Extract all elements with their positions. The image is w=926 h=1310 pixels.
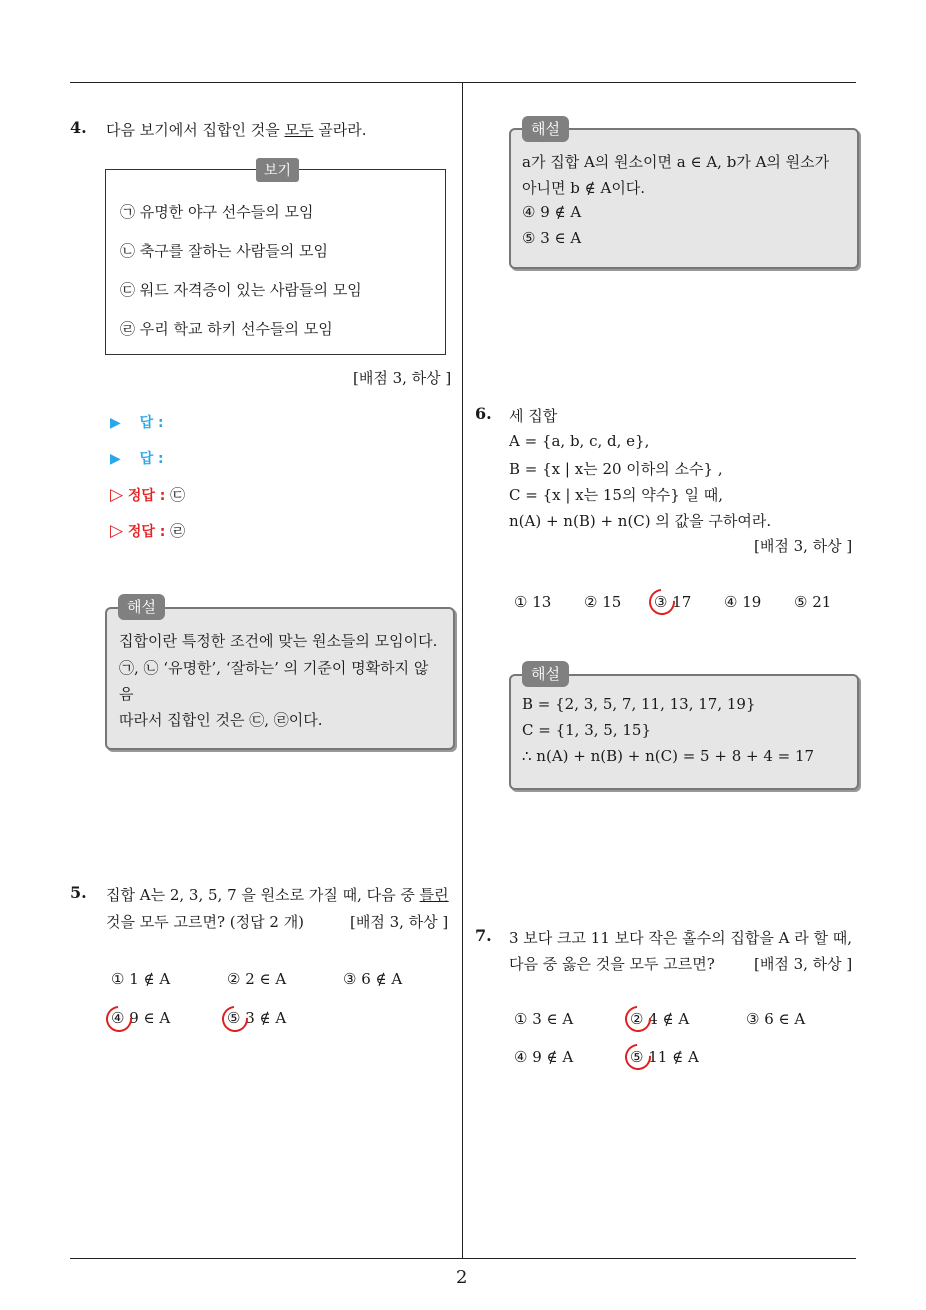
q5-number: 5. [70, 883, 87, 902]
q6-explanation-line-3: ∴ n(A) + n(B) + n(C) = 5 + 8 + 4 = 17 [522, 747, 815, 765]
q6-explanation-label: 해설 [522, 661, 569, 687]
q4-explanation-line-1: 집합이란 특정한 조건에 맞는 원소들의 모임이다. [119, 632, 438, 650]
q6-score: [배점 3, 하상 ] [754, 537, 853, 555]
q5-choice-3[interactable]: ③ 6 ∉ A [343, 970, 403, 988]
q4-explanation-line-4: 따라서 집합인 것은 ㉢, ㉣이다. [119, 711, 323, 729]
triangle-outline-icon: ▷ [110, 521, 124, 541]
q4-bogi-label: 보기 [256, 158, 299, 182]
q4-item-4: ㉣ 우리 학교 하키 선수들의 모임 [120, 320, 333, 338]
q4-item-1: ㉠ 유명한 야구 선수들의 모임 [120, 203, 314, 221]
side-explanation-box [509, 128, 859, 269]
q6-choice-3[interactable]: ③ 17 [654, 593, 692, 611]
page-number: 2 [456, 1267, 468, 1288]
q7-choice-5[interactable]: ⑤ 11 ∉ A [630, 1048, 699, 1066]
answer-mark-circle [620, 1039, 657, 1076]
q5-choice-1[interactable]: ① 1 ∉ A [111, 970, 171, 988]
side-explanation-line-2: 아니면 b ∉ A이다. [522, 179, 646, 197]
q5-prompt-line-1: 집합 A는 2, 3, 5, 7 을 원소로 가질 때, 다음 중 틀린 [106, 886, 449, 904]
q6-line-1: 세 집합 [509, 407, 558, 425]
answer-mark-circle [644, 584, 681, 621]
q4-item-3: ㉢ 워드 자격증이 있는 사람들의 모임 [120, 281, 362, 299]
q7-choice-2[interactable]: ② 4 ∉ A [630, 1010, 690, 1028]
answer-mark-circle [620, 1001, 657, 1038]
q4-item-2: ㉡ 축구를 잘하는 사람들의 모임 [120, 242, 328, 260]
q7-score: [배점 3, 하상 ] [754, 955, 853, 973]
triangle-outline-icon: ▷ [110, 485, 124, 505]
q4-correct-1: ▷ 정답 : ㉢ [110, 485, 186, 505]
q4-explanation-line-2: ㉠, ㉡ ‘유명한’, ‘잘하는’ 의 기준이 명확하지 않 [119, 659, 429, 677]
q6-line-5: n(A) + n(B) + n(C) 의 값을 구하여라. [509, 512, 772, 530]
q4-prompt: 다음 보기에서 집합인 것을 모두 골라라. [106, 121, 367, 139]
q7-choice-1[interactable]: ① 3 ∈ A [514, 1010, 574, 1028]
q6-explanation-line-1: B = {2, 3, 5, 7, 11, 13, 17, 19} [522, 695, 756, 713]
q4-answer-1[interactable]: ▶ 답 : [110, 415, 164, 431]
q4-explanation-line-3: 음 [119, 685, 134, 703]
column-divider [462, 83, 463, 1259]
q5-score: [배점 3, 하상 ] [350, 913, 449, 931]
q7-choice-3[interactable]: ③ 6 ∈ A [746, 1010, 806, 1028]
q5-choice-4[interactable]: ④ 9 ∈ A [111, 1009, 171, 1027]
play-icon: ▶ [110, 451, 121, 467]
q6-line-3: B = {x | x는 20 이하의 소수} , [509, 460, 723, 478]
q5-choice-5[interactable]: ⑤ 3 ∉ A [227, 1009, 287, 1027]
q6-line-2: A = {a, b, c, d, e}, [509, 432, 650, 450]
q4-number: 4. [70, 118, 87, 137]
side-explanation-label: 해설 [522, 116, 569, 142]
q4-answer-2[interactable]: ▶ 답 : [110, 451, 164, 467]
q6-choice-5[interactable]: ⑤ 21 [794, 593, 832, 611]
q6-choice-4[interactable]: ④ 19 [724, 593, 762, 611]
play-icon: ▶ [110, 415, 121, 431]
q6-choice-2[interactable]: ② 15 [584, 593, 622, 611]
top-rule [70, 82, 856, 83]
q7-choice-4[interactable]: ④ 9 ∉ A [514, 1048, 574, 1066]
q5-prompt-line-2: 것을 모두 고르면? (정답 2 개) [106, 913, 305, 931]
q6-line-4: C = {x | x는 15의 약수} 일 때, [509, 486, 724, 504]
q6-number: 6. [475, 404, 492, 423]
side-explanation-line-3: ④ 9 ∉ A [522, 203, 582, 221]
q5-choice-2[interactable]: ② 2 ∈ A [227, 970, 287, 988]
q4-explanation-label: 해설 [118, 594, 165, 620]
q4-correct-2: ▷ 정답 : ㉣ [110, 521, 186, 541]
q4-score: [배점 3, 하상 ] [353, 369, 452, 387]
q7-prompt-line-1: 3 보다 크고 11 보다 작은 홀수의 집합을 A 라 할 때, [509, 929, 853, 947]
q7-prompt-line-2: 다음 중 옳은 것을 모두 고르면? [509, 955, 715, 973]
answer-mark-circle [217, 1001, 254, 1038]
answer-mark-circle [101, 1001, 138, 1038]
bottom-rule [70, 1258, 856, 1259]
side-explanation-line-4: ⑤ 3 ∈ A [522, 229, 582, 247]
q7-number: 7. [475, 926, 492, 945]
q6-choice-1[interactable]: ① 13 [514, 593, 552, 611]
side-explanation-line-1: a가 집합 A의 원소이면 a ∈ A, b가 A의 원소가 [522, 153, 830, 171]
q6-explanation-line-2: C = {1, 3, 5, 15} [522, 721, 651, 739]
